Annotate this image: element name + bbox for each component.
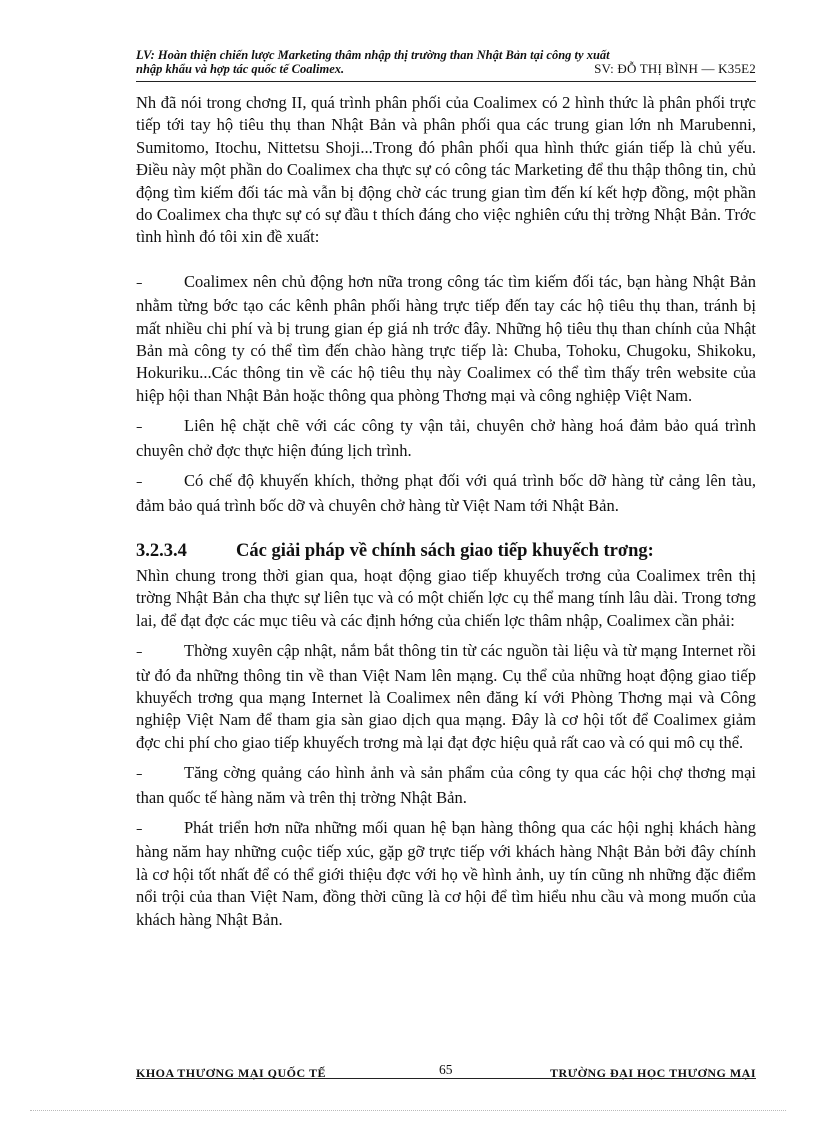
list-item bbox=[136, 817, 756, 931]
section-number: 3.2.3.4 bbox=[136, 540, 187, 561]
footer-faculty: KHOA THƯƠNG MẠI QUỐC TẾ bbox=[136, 1066, 326, 1080]
dash-bullet: – bbox=[136, 767, 143, 783]
section-heading bbox=[136, 539, 756, 563]
thesis-title-line-1: LV: Hoàn thiện chiến lược Marketing thâm nhập thị trường than Nhật Bản tại công ty xuất bbox=[136, 48, 610, 62]
page-bottom-border bbox=[30, 1110, 786, 1111]
dash-bullet: – bbox=[136, 275, 143, 291]
dash-bullet: – bbox=[136, 475, 143, 491]
list-item-text: Liên hệ chặt chẽ với các công ty vận tải, chuyên chở hàng hoá đảm bảo quá trình chuyên chở đợc thực hiện đúng lịch trình. bbox=[136, 416, 756, 460]
list-item bbox=[136, 762, 756, 809]
body-text bbox=[136, 92, 756, 939]
dash-bullet: – bbox=[136, 420, 143, 436]
list-item bbox=[136, 640, 756, 754]
footer-divider bbox=[136, 1078, 756, 1079]
running-header bbox=[136, 48, 756, 76]
footer-university: TRƯỜNG ĐẠI HỌC THƯƠNG MẠI bbox=[549, 1066, 756, 1080]
dash-bullet: – bbox=[136, 821, 143, 837]
dash-bullet: – bbox=[136, 645, 143, 661]
thesis-title-line-2: nhập khẩu và hợp tác quốc tế Coalimex. bbox=[136, 62, 345, 76]
list-item bbox=[136, 271, 756, 407]
list-item bbox=[136, 415, 756, 462]
list-item-text: Có chế độ khuyến khích, thởng phạt đối với quá trình bốc dỡ hàng từ cảng lên tàu, đảm bảo quá trình bốc dỡ và chuyên chở hàng từ Việt Nam tới Nhật Bản. bbox=[136, 471, 756, 515]
section-intro-paragraph: Nhìn chung trong thời gian qua, hoạt động giao tiếp khuyếch trơng của Coalimex trên thị trờng Nhật Bản cha thực sự liên tục và có một chiến lợc cụ thể mang tính lâu dài. Trong tơng lai, để đạt đợc các mục tiêu và các định hớng của chiến lợc thâm nhập, Coalimex cần phải: bbox=[136, 565, 756, 630]
list-item bbox=[136, 470, 756, 517]
list-item-text: Phát triển hơn nữa những mối quan hệ bạn hàng thông qua các hội nghị khách hàng hàng năm hay những cuộc tiếp xúc, gặp gỡ trực tiếp với khách hàng Nhật Bản bởi đây chính là cơ hội tốt nhất để có thể giới thiệu đợc với họ về hình ảnh, uy tín cũng nh những đặc điểm nổi trội của than Việt Nam, đồng thời cũng là cơ hội để tìm hiểu nhu cầu và mong muốn của khách hàng Nhật Bản. bbox=[136, 817, 756, 929]
student-name: SV: ĐỖ THỊ BÌNH — K35E2 bbox=[594, 61, 756, 76]
list-item-text: Thờng xuyên cập nhật, nắm bắt thông tin từ các nguồn tài liệu và từ mạng Internet rồi từ đó đa những thông tin về than Việt Nam lên mạng. Cụ thể của những hoạt động giao tiếp khuyếch trơng qua mạng Internet là Coalimex nên đăng kí với Phòng Thơng mại và Công nghiệp Việt Nam để tham gia sàn giao dịch qua mạng. Đây là cơ hội tốt để Coalimex giảm đợc chi phí cho giao tiếp khuyếch trơng mà lại đạt đợc hiệu quả rất cao và có qui mô cụ thể. bbox=[136, 641, 756, 752]
intro-paragraph: Nh đã nói trong chơng II, quá trình phân phối của Coalimex có 2 hình thức là phân phối trực tiếp tới tay hộ tiêu thụ than Nhật Bản và phân phối qua các trung gian lớn nh Marubenni, Sumitomo, Itochu, Nittetsu Shoji...Trong đó phân phối qua hình thức gián tiếp là chủ yếu. Điều này một phần do Coalimex cha thực sự có công tác Marketing để thu thập thông tin, chủ động tìm kiếm đối tác mà vẫn bị động chờ các trung gian tìm đến kí kết hợp đồng, một phần do Coalimex cha thực sự có sự đầu t thích đáng cho việc nghiên cứu thị trờng Nhật Bản. Trớc tình hình đó tôi xin đề xuất: bbox=[136, 93, 756, 247]
section-title: Các giải pháp về chính sách giao tiếp khuyếch trơng: bbox=[236, 540, 654, 561]
list-item-text: Tăng cờng quảng cáo hình ảnh và sản phẩm của công ty qua các hội chợ thơng mại than quốc tế hàng năm và trên thị trờng Nhật Bản. bbox=[136, 763, 756, 807]
page-number: 65 bbox=[439, 1062, 453, 1077]
running-footer bbox=[136, 1062, 756, 1078]
header-divider bbox=[136, 81, 756, 82]
list-item-text: Coalimex nên chủ động hơn nữa trong công tác tìm kiếm đối tác, bạn hàng Nhật Bản nhằm từng bớc tạo các kênh phân phối hàng trực tiếp đến tay các hộ tiêu thụ than, tránh bị mất nhiều chi phí và bị trung gian ép giá nh trớc đây. Những hộ tiêu thụ than chính của Nhật Bản mà công ty có thể tìm đến chào hàng trực tiếp là: Chuba, Tohoku, Chugoku, Shikoku, Hokuriku...Các thông tin về các hộ tiêu thụ này Coalimex có thể tìm thấy trên website của hiệp hội than Nhật Bản hoặc thông qua phòng Thơng mại và công nghiệp Việt Nam. bbox=[136, 271, 756, 405]
